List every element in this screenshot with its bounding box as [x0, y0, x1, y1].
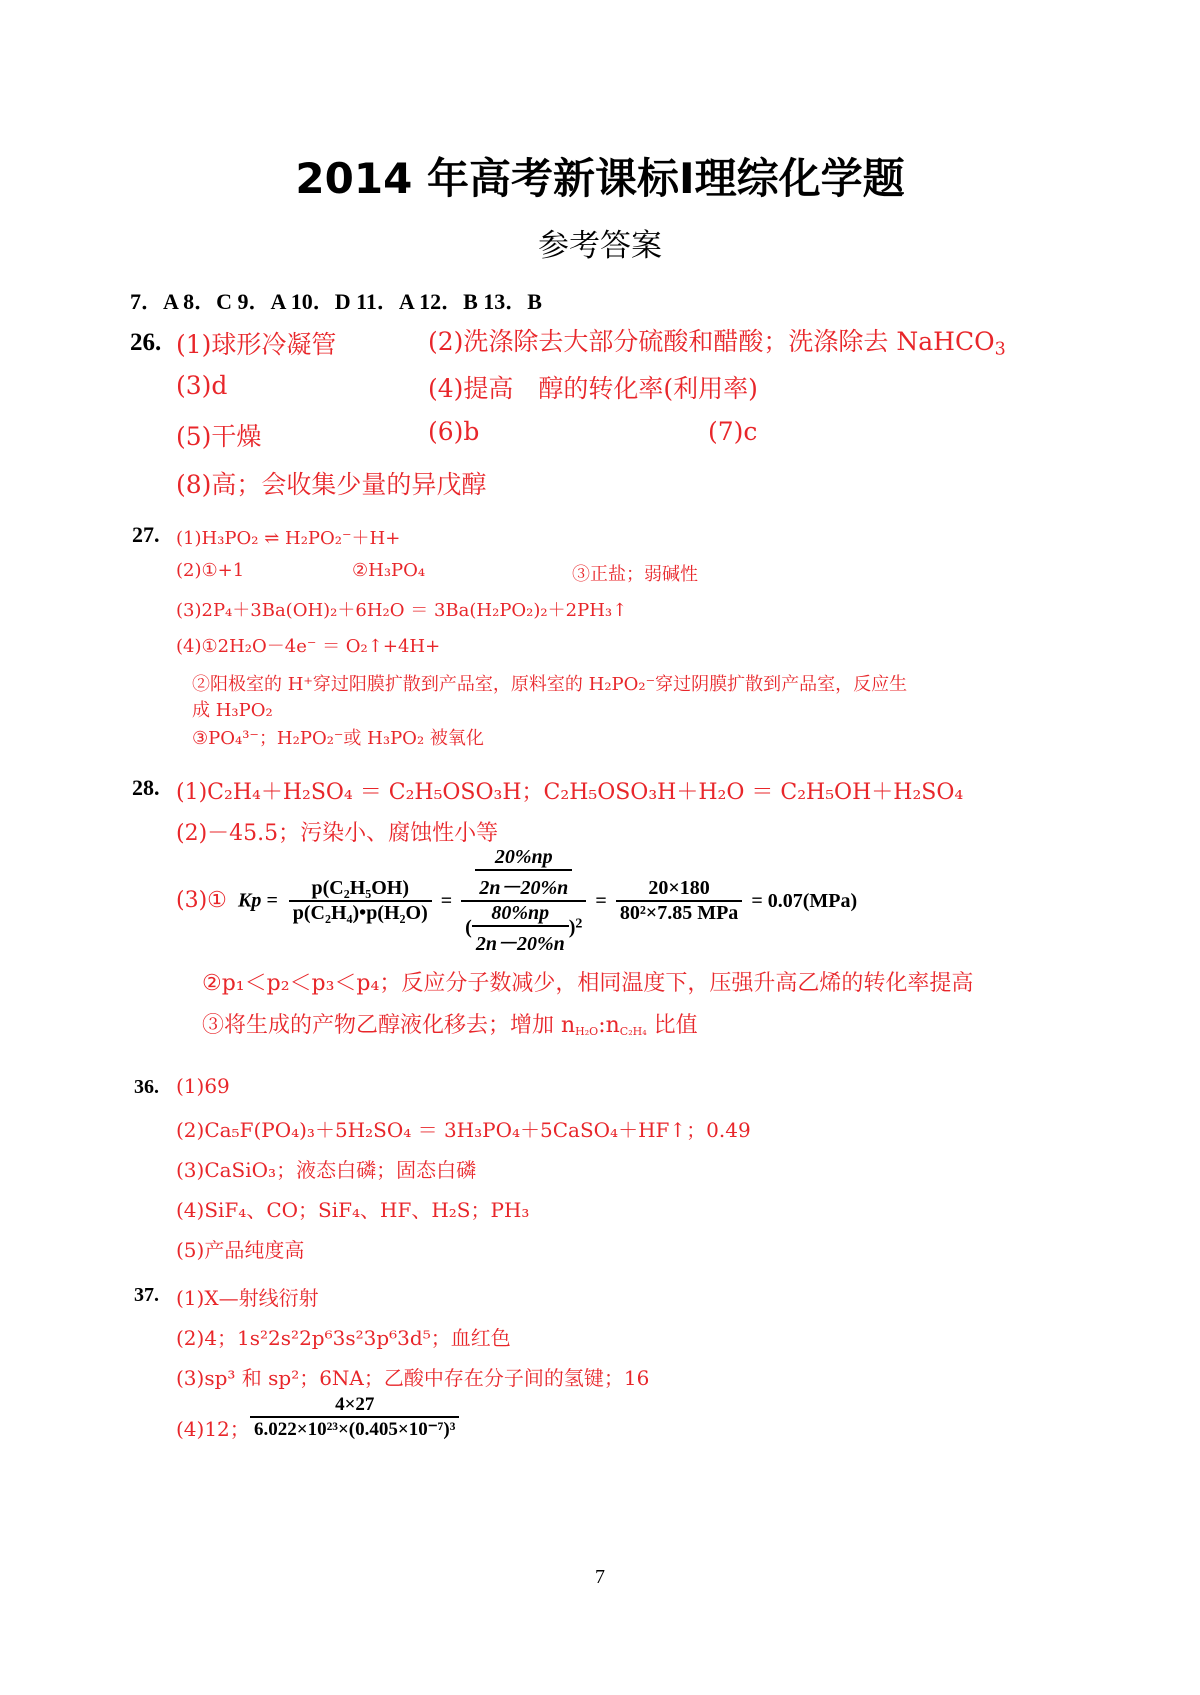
kp-fraction-1: $\frac{\text{p(C₂H₅OH)}}{\text{p(C₂H₄)•p(H₂O)}}$ [289, 877, 432, 925]
q27-answer-2-1: (2)①+1 [176, 560, 245, 581]
q37-answer-1: (1)X—射线衍射 [176, 1286, 319, 1310]
q26-number: 26. [130, 329, 162, 356]
q26-answer-2: (2)洗涤除去大部分硫酸和醋酸；洗涤除去 NaHCO$_3$ [428, 327, 1006, 360]
q28-answer-3-label: (3)① [176, 888, 227, 913]
q27-number: 27. [132, 522, 160, 547]
q27-answer-4-1: (4)①2H₂O－4e⁻ ＝ O₂↑+4H+ [176, 636, 441, 657]
q37-answer-2: (2)4；1s²2s²2p⁶3s²3p⁶3d⁵；血红色 [176, 1326, 511, 1350]
q36-answer-2: (2)Ca₅F(PO₄)₃＋5H₂SO₄ ＝ 3H₃PO₄＋5CaSO₄＋HF↑；0.49 [176, 1118, 751, 1142]
q27-answer-2-3: ③正盐；弱碱性 [572, 564, 698, 585]
q36-answer-1: (1)69 [176, 1074, 230, 1098]
q26-answer-5: (5)干燥 [176, 422, 262, 451]
q27-answer-4-3: ③PO₄³⁻；H₂PO₂⁻或 H₃PO₂ 被氧化 [192, 728, 484, 749]
kp-result: = 0.07(MPa) [751, 889, 858, 912]
q28-answer-3-2: ②p₁＜p₂＜p₃＜p₄；反应分子数减少，相同温度下，压强升高乙烯的转化率提高 [202, 971, 974, 996]
q26-answer-7: (7)c [708, 417, 758, 446]
kp-equation [238, 846, 857, 956]
q27-answer-3: (3)2P₄＋3Ba(OH)₂＋6H₂O ＝ 3Ba(H₂PO₂)₂＋2PH₃↑ [176, 600, 628, 621]
q28-number: 28. [132, 775, 160, 800]
q37-answer-3: (3)sp³ 和 sp²；6NA；乙酸中存在分子间的氢键；16 [176, 1366, 650, 1390]
q28-answer-1: (1)C₂H₄＋H₂SO₄ ＝ C₂H₅OSO₃H；C₂H₅OSO₃H＋H₂O ＝ C₂H₅OH＋H₂SO₄ [176, 780, 964, 805]
q36-answer-3: (3)CaSiO₃；液态白磷；固态白磷 [176, 1158, 477, 1182]
q28-answer-3-3: ③将生成的产物乙醇液化移去；增加 $n_{H_2O}:n_{C_2H_4}$ 比值 [202, 1013, 698, 1038]
q36-number: 36. [134, 1076, 159, 1098]
q36-answer-5: (5)产品纯度高 [176, 1238, 305, 1262]
q27-answer-4-2a: ②阳极室的 H⁺穿过阳膜扩散到产品室，原料室的 H₂PO₂⁻穿过阴膜扩散到产品室，反应生 [192, 674, 908, 695]
kp-fraction-3: $\frac{20\times 180}{\text{80²×7.85 MPa}}$ [616, 877, 743, 925]
q27-answer-1: (1)H₃PO₂ ⇌ H₂PO₂⁻＋H+ [176, 528, 401, 549]
page-subtitle: 参考答案 [538, 228, 662, 264]
q26-answer-4: (4)提高 醇的转化率(利用率) [428, 374, 758, 403]
q26-answer-1: (1)球形冷凝管 [176, 330, 337, 359]
q27-answer-4-2b: 成 H₃PO₂ [192, 700, 273, 721]
q37-answer-4: (4)12； [176, 1417, 250, 1441]
kp-lhs: Kp = [238, 889, 278, 912]
page-title: 2014 年高考新课标Ⅰ理综化学题 [295, 154, 905, 203]
multiple-choice-answers: 7．A 8．C 9．A 10．D 11．A 12．B 13．B [130, 289, 542, 314]
q37-number: 37. [134, 1284, 159, 1306]
page-number: 7 [595, 1566, 605, 1588]
kp-equals-1: = [440, 889, 453, 912]
q36-answer-4: (4)SiF₄、CO；SiF₄、HF、H₂S；PH₃ [176, 1198, 530, 1222]
q27-answer-2-2: ②H₃PO₄ [352, 560, 426, 581]
q37-density-fraction: $\frac{4\times 27}{\text{6.022×10²³×(0.405×10⁻⁷)³}}$ [250, 1394, 459, 1441]
kp-equals-2: = [595, 889, 607, 912]
kp-fraction-2: $\frac{20\%np}{2n-20\%n}$ ( $\frac{80\%np}{2n-20\%n}$ )$^2$ [461, 846, 586, 956]
q26-answer-8: (8)高；会收集少量的异戊醇 [176, 470, 487, 499]
q26-answer-3: (3)d [176, 371, 228, 400]
q28-answer-2: (2)－45.5；污染小、腐蚀性小等 [176, 821, 499, 846]
q26-answer-6: (6)b [428, 417, 480, 446]
